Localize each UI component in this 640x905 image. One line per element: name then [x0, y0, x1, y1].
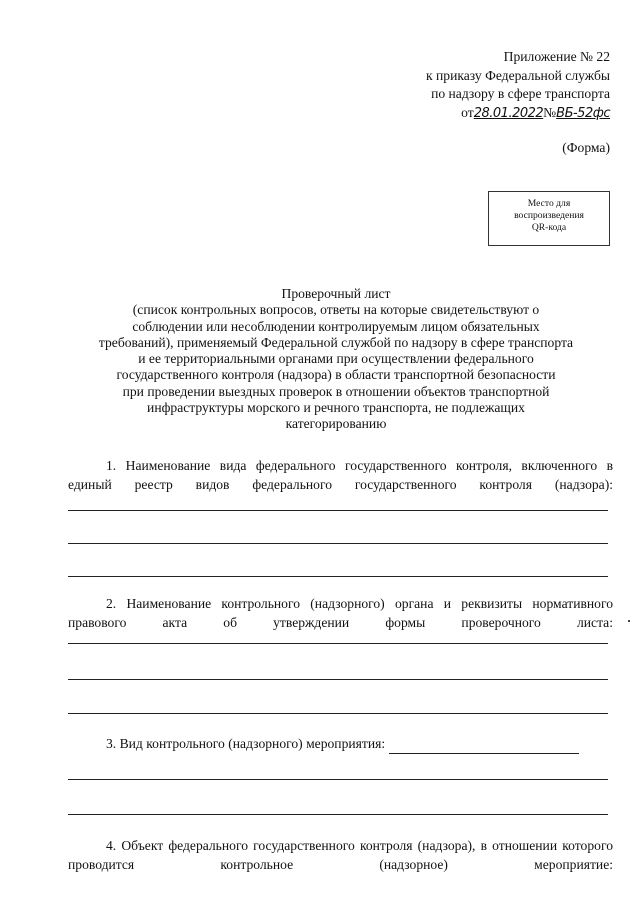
title-line-3: соблюдении или несоблюдении контролируемым лицом обязательных	[132, 318, 540, 334]
handwritten-date: 28.01.2022	[473, 105, 544, 121]
item-1-answer-line-2[interactable]	[68, 543, 608, 544]
item-2	[68, 594, 613, 632]
title-line-2: (список контрольных вопросов, ответы на которые свидетельствуют о	[132, 302, 540, 318]
qr-line-2: воспроизведения	[514, 210, 584, 221]
item-2-answer-line-1[interactable]	[68, 643, 608, 644]
number-label: №	[543, 104, 557, 120]
item-1-answer-line-3[interactable]	[68, 576, 608, 577]
appendix-order-line: к приказу Федеральной службы	[426, 67, 610, 83]
appendix-date-line	[350, 104, 610, 124]
item-1-text: 1. Наименование вида федерального государственного контроля, включенного в единый реестр видов федерального государственного контроля (надзора):	[68, 458, 613, 492]
title-line-5: и ее территориальными органами при осуществлении федерального	[138, 351, 534, 367]
handwritten-number: ВБ-52фс	[556, 105, 610, 121]
qr-line-3: QR-кода	[531, 222, 567, 233]
appendix-agency-line: по надзору в сфере транспорта	[431, 86, 610, 101]
item-3-text: 3. Вид контрольного (надзорного) мероприятия:	[106, 736, 386, 751]
item-2-text: 2. Наименование контрольного (надзорного) органа и реквизиты нормативного правового акта об утверждении формы проверочного листа:	[68, 596, 613, 630]
scan-speck	[628, 620, 630, 622]
item-4	[68, 836, 613, 874]
title-line-8: инфраструктуры морского и речного транспорта, не подлежащих	[147, 400, 525, 416]
item-2-answer-line-2[interactable]	[68, 679, 608, 680]
from-label: от	[461, 104, 474, 120]
form-label: (Форма)	[562, 140, 610, 155]
title-line-7: при проведении выездных проверок в отношении объектов транспортной	[122, 383, 550, 399]
item-3-answer-line-1[interactable]	[68, 779, 608, 780]
qr-line-1: Место для	[527, 198, 571, 209]
appendix-number: Приложение № 22	[503, 49, 610, 64]
item-1-answer-line-1[interactable]	[68, 510, 608, 511]
item-3-row	[68, 734, 613, 754]
item-1	[68, 456, 613, 494]
title-line-9: категорированию	[285, 416, 387, 432]
item-3-answer-line-2[interactable]	[68, 814, 608, 815]
item-3-answer-field[interactable]	[389, 734, 579, 754]
appendix-header	[350, 48, 610, 123]
item-4-text: 4. Объект федерального государственного контроля (надзора), в отношении которого проводится контрольное (надзорное) мероприятие:	[68, 838, 613, 872]
title-line-6: государственного контроля (надзора) в области транспортной безопасности	[116, 367, 556, 383]
title-heading: Проверочный лист	[281, 286, 391, 301]
title-line-4: требований), применяемый Федеральной службой по надзору в сфере транспорта	[98, 334, 574, 350]
item-3	[68, 734, 613, 754]
document-title	[50, 286, 622, 433]
item-2-answer-line-3[interactable]	[68, 713, 608, 714]
qr-code-placeholder	[488, 191, 610, 246]
